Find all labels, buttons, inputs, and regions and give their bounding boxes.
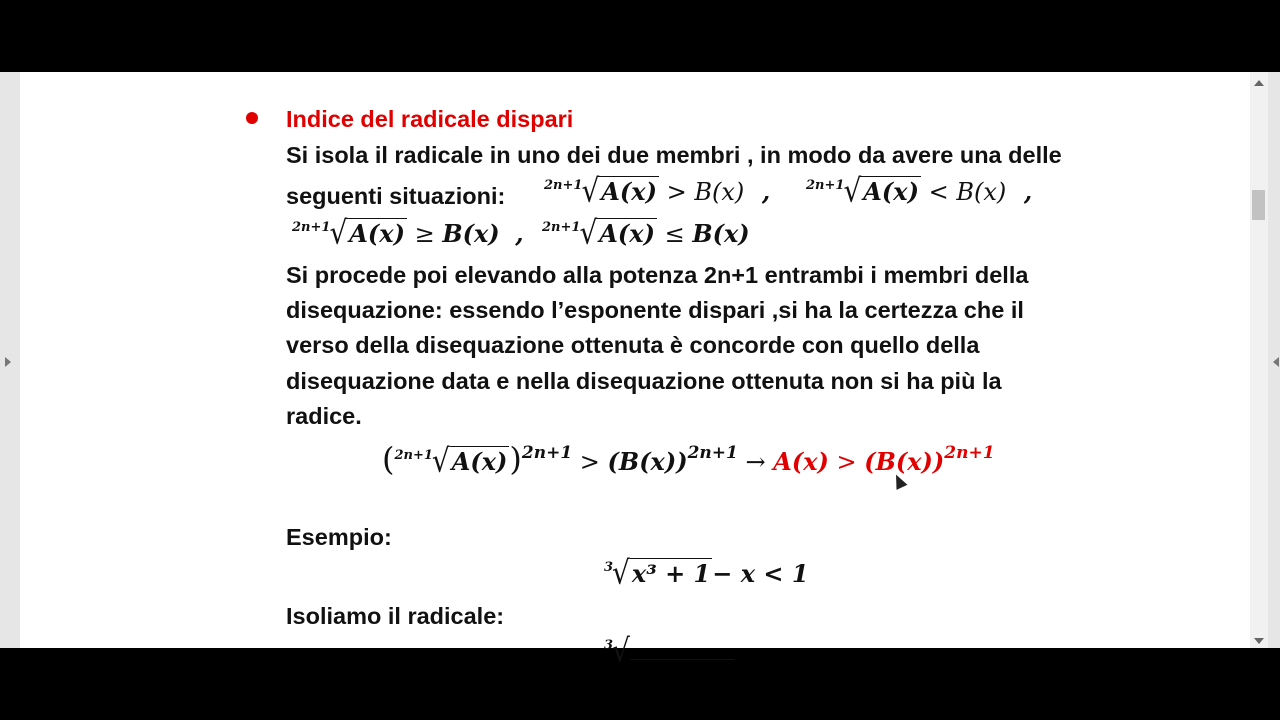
- operator: <: [928, 178, 949, 206]
- radical-index: 2n+1: [292, 220, 331, 235]
- middle-term: (B(x)): [607, 447, 688, 476]
- paragraph-line: seguenti situazioni:: [286, 183, 506, 209]
- paragraph-line: Si isola il radicale in uno dei due membri , in modo da avere una delle: [286, 142, 1062, 168]
- result-operator: >: [836, 448, 857, 476]
- exponent: 2n+1: [521, 443, 573, 463]
- condition-4: $^{2n+1}$√A(x) ≤ B(x): [542, 213, 750, 252]
- operator: ≤: [664, 220, 685, 248]
- radical-index: 2n+1: [394, 448, 433, 463]
- example-label: Esempio:: [286, 524, 392, 550]
- operator: >: [666, 178, 687, 206]
- bullet-icon: [246, 112, 258, 124]
- vertical-scrollbar[interactable]: [1250, 72, 1268, 648]
- scroll-down-icon[interactable]: [1254, 638, 1264, 644]
- radicand: A(x): [863, 177, 919, 206]
- radicand: A(x): [601, 177, 657, 206]
- paragraph-line: radice.: [286, 403, 362, 429]
- remaining-terms: − x < 1: [712, 559, 809, 588]
- radical-index: 2n+1: [806, 178, 845, 193]
- implication-arrow: →: [745, 448, 766, 476]
- scroll-up-icon[interactable]: [1254, 80, 1264, 86]
- radicand: A(x): [599, 219, 655, 248]
- next-formula-partial: $^3$√: [604, 634, 734, 648]
- rhs: B(x): [692, 219, 750, 248]
- paragraph-line: disequazione data e nella disequazione ottenuta non si ha più la: [286, 368, 1002, 394]
- condition-2: $^{2n+1}$√A(x) < B(x) ,: [806, 171, 1033, 210]
- example-formula: $^3$√x³ + 1− x < 1: [604, 553, 809, 592]
- radical-index: 3: [604, 638, 614, 653]
- result-rhs: (B(x)): [864, 447, 945, 476]
- condition-1: $^{2n+1}$√A(x) > B(x) ,: [544, 171, 771, 210]
- radical-index: 2n+1: [544, 178, 583, 193]
- rhs: B(x): [956, 178, 1007, 206]
- exponent: 2n+1: [944, 443, 995, 463]
- result-lhs: A(x): [773, 447, 829, 476]
- exponent: 2n+1: [687, 443, 738, 463]
- collapse-right-icon[interactable]: [1273, 357, 1279, 367]
- radicand: x³ + 1: [631, 559, 711, 588]
- isolate-label: Isoliamo il radicale:: [286, 603, 505, 629]
- rhs: B(x): [442, 219, 500, 248]
- radicand: A(x): [349, 219, 405, 248]
- paragraph-line: Si procede poi elevando alla potenza 2n+1 entrambi i membri della: [286, 262, 1029, 288]
- operator: >: [579, 448, 600, 476]
- radical-index: 3: [604, 560, 614, 575]
- operator: ≥: [414, 220, 435, 248]
- scrollbar-thumb[interactable]: [1252, 190, 1265, 220]
- paragraph-line: disequazione: essendo l’esponente dispari ,si ha la certezza che il: [286, 297, 1024, 323]
- paragraph-line: verso della disequazione ottenuta è concorde con quello della: [286, 332, 980, 358]
- radicand: A(x): [451, 447, 508, 476]
- radical-index: 2n+1: [542, 220, 581, 235]
- main-formula: $(^{2n+1}√A(x))^{2n+1} > (B(x))^{2n+1} \to A(x) > (B(x))^{2n+1}$: [382, 440, 995, 480]
- collapse-left-icon[interactable]: [5, 357, 11, 367]
- rhs: B(x): [694, 178, 745, 206]
- condition-3: $^{2n+1}$√A(x) ≥ B(x) ,: [292, 213, 524, 252]
- section-heading: Indice del radicale dispari: [286, 106, 574, 132]
